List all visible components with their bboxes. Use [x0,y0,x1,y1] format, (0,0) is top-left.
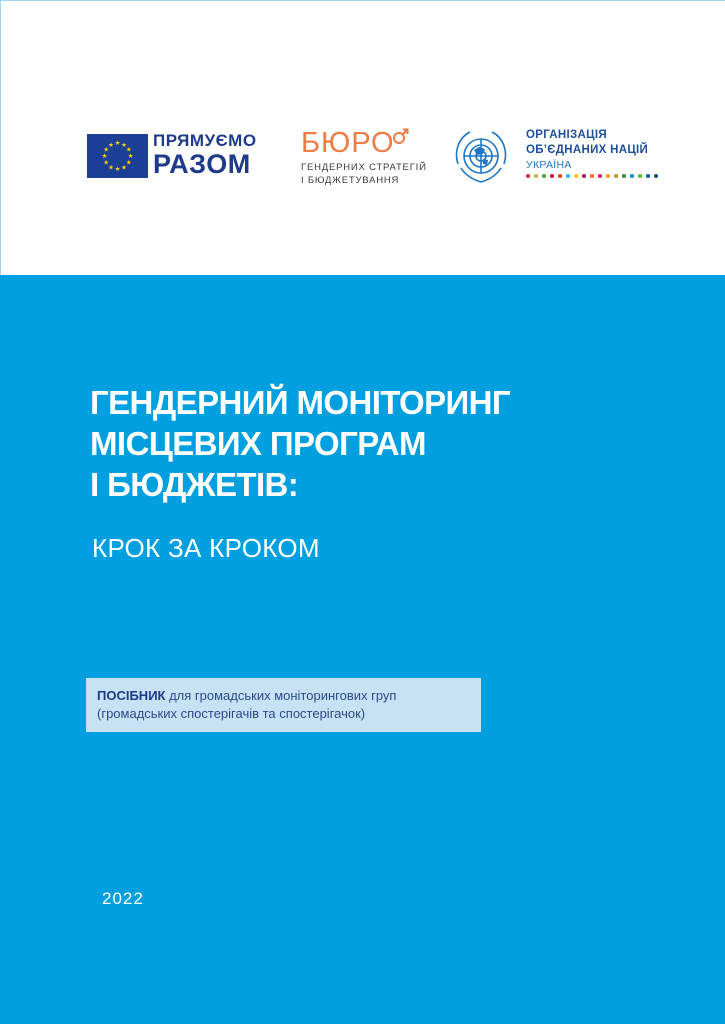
sdg-dot [614,174,618,178]
eu-star-icon: ★ [125,159,132,167]
audience-box-line1: для громадських моніторингових груп [165,688,397,703]
sdg-dot [590,174,594,178]
sdg-dot [622,174,626,178]
sdg-dot [646,174,650,178]
sdg-dot [542,174,546,178]
eu-partner-logo [153,132,257,178]
audience-box [86,678,481,732]
audience-box-bold: ПОСІБНИК [97,688,166,703]
buro-logo [301,129,427,187]
buro-logo-name: БЮРО [301,127,395,159]
eu-star-icon: ★ [121,164,127,172]
sdg-dot [606,174,610,178]
publication-year: 2022 [102,889,144,908]
eu-star-icon: ★ [108,141,114,149]
sdg-dot [558,174,562,178]
buro-subline1: ГЕНДЕРНИХ СТРАТЕГІЙ [301,162,427,173]
un-logo-line3: УКРАЇНА [526,159,572,171]
sdg-dot [566,174,570,178]
un-emblem-icon [450,128,512,186]
sdg-dot [654,174,658,178]
eu-star-icon: ★ [114,140,121,148]
eu-star-icon: ★ [125,146,132,154]
sdg-color-dots [526,174,658,178]
sdg-dot [630,174,634,178]
un-logo [526,128,648,173]
title-line: МІСЦЕВИХ ПРОГРАМ [90,425,426,462]
eu-star-icon: ★ [121,141,127,149]
document-subtitle: КРОК ЗА КРОКОМ [92,533,320,563]
eu-star-icon: ★ [127,153,134,161]
document-title [90,382,690,505]
un-logo-line2: ОБ’ЄДНАНИХ НАЦІЙ [526,144,649,156]
sdg-dot [598,174,602,178]
un-logo-line1: ОРГАНІЗАЦІЯ [526,129,607,141]
logo-header [0,0,725,275]
buro-subline2: І БЮДЖЕТУВАННЯ [301,175,400,186]
eu-star-icon: ★ [108,164,114,172]
gender-symbol-icon [393,127,409,145]
eu-logo-line2: РАЗОМ [153,149,251,179]
sdg-dot [550,174,554,178]
eu-star-icon: ★ [114,166,121,174]
eu-logo-line1: ПРЯМУЄМО [153,131,257,150]
eu-star-icon: ★ [103,146,110,154]
eu-star-icon: ★ [103,159,110,167]
title-line: І БЮДЖЕТІВ: [90,466,299,503]
sdg-dot [638,174,642,178]
sdg-dot [534,174,538,178]
eu-flag-icon [87,134,148,178]
audience-box-line2: (громадських спостерігачів та спостерігачок) [97,706,366,721]
sdg-dot [526,174,530,178]
title-line: ГЕНДЕРНИЙ МОНІТОРИНГ [90,384,510,421]
eu-star-icon: ★ [101,153,108,161]
sdg-dot [582,174,586,178]
sdg-dot [574,174,578,178]
